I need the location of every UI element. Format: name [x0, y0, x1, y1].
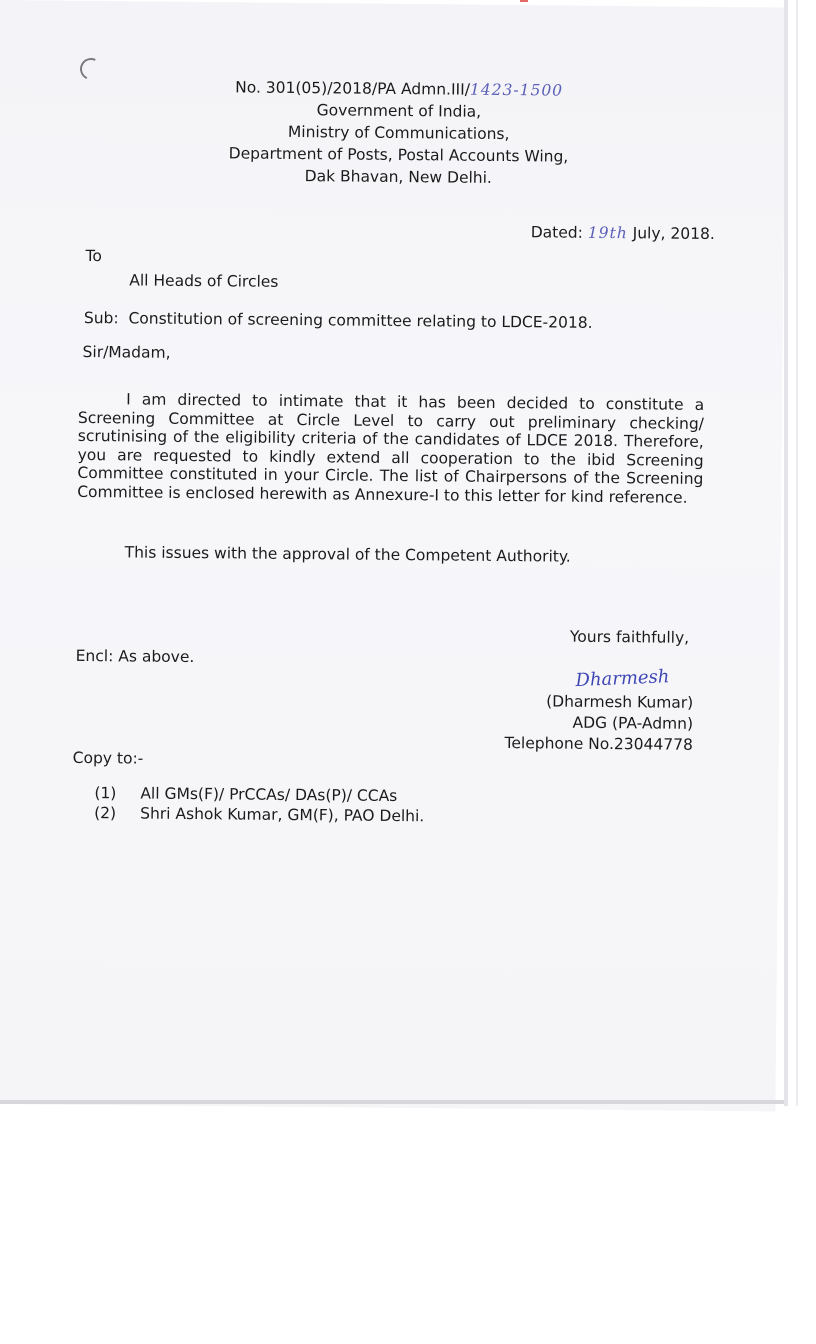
government-line: Government of India, [316, 101, 482, 121]
signatory-name: (Dharmesh Kumar) [546, 692, 694, 712]
signatory-designation: ADG (PA-Admn) [572, 713, 694, 733]
copy-to-label: Copy to:- [72, 748, 144, 768]
salutation: Sir/Madam, [82, 342, 171, 362]
list-item-number: (2) [94, 804, 117, 823]
handwritten-day: 19th [587, 223, 628, 243]
address-line: Dak Bhavan, New Delhi. [304, 167, 492, 187]
ministry-line: Ministry of Communications, [287, 122, 510, 144]
list-item-text: All GMs(F)/ PrCCAs/ DAs(P)/ CCAs [140, 784, 398, 806]
signature-block [493, 691, 694, 756]
approval-line: This issues with the approval of the Competent Authority. [124, 543, 571, 566]
signatory-telephone: Telephone No.23044778 [504, 734, 693, 754]
subject-line [84, 309, 593, 332]
body-paragraph: I am directed to intimate that it has been decided to constitute a Screening Committee at Circle Level to carry out preliminary checking/ scrutinising of the eligibility criteria of the candidates of LDCE 2018. Therefore, you are requested to kindly extend all cooperation to the ibid Screening Committee constituted in your Circle. The list of Chairpersons of the Screening Committee is enclosed herewith as Annexure-I to this letter for kind reference. [77, 390, 705, 507]
list-item-number: (1) [94, 784, 117, 803]
date-line [531, 223, 715, 243]
subject-label: Sub: [83, 308, 119, 328]
list-item [94, 803, 424, 826]
letterhead [208, 76, 589, 190]
subject-text: Constitution of screening committee relating to LDCE-2018. [128, 309, 593, 332]
to-label: To [85, 246, 102, 266]
copy-to-list [94, 783, 424, 826]
handwritten-reference: 1423-1500 [469, 80, 564, 100]
reference-number: No. 301(05)/2018/PA Admn.III/ [235, 78, 471, 99]
reference-number-line [209, 76, 589, 102]
handwritten-signature: Dharmesh [575, 666, 670, 692]
closing-line: Yours faithfully, [569, 627, 690, 647]
date-label: Dated: [530, 223, 583, 242]
list-item-text: Shri Ashok Kumar, GM(F), PAO Delhi. [140, 804, 425, 826]
recipient: All Heads of Circles [129, 271, 279, 291]
enclosure-line: Encl: As above. [75, 646, 195, 667]
date-month-year: July, 2018. [632, 224, 715, 244]
department-line: Department of Posts, Postal Accounts Wing, [228, 144, 569, 166]
